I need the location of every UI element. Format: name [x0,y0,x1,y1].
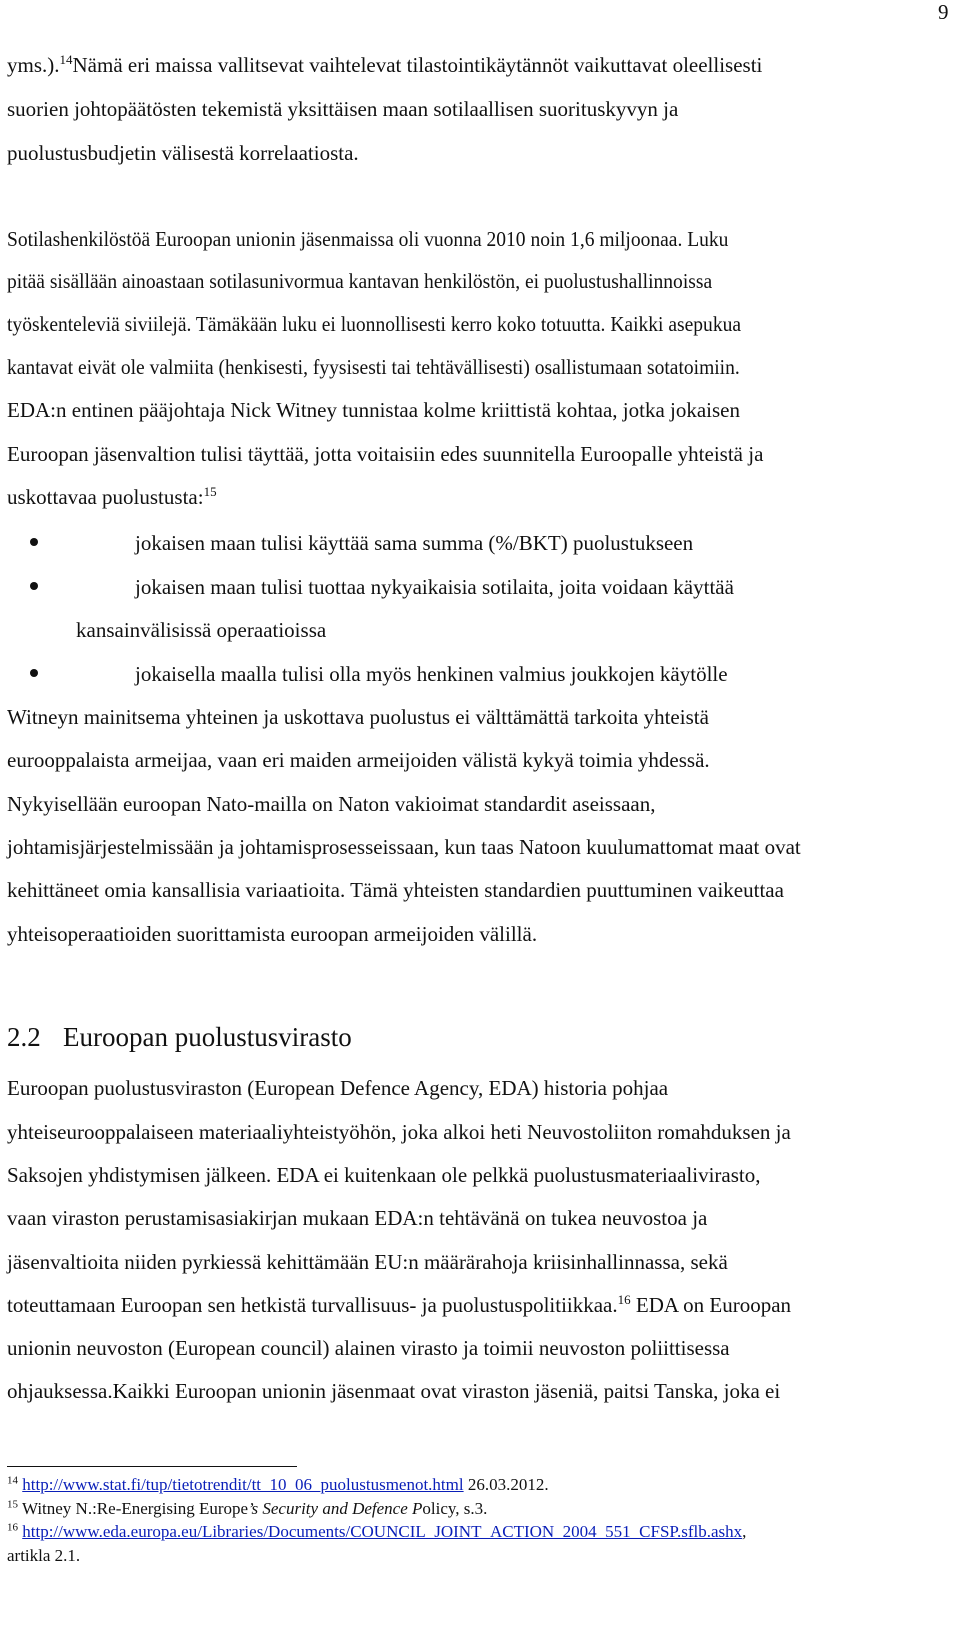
para4-line-8: ohjauksessa.Kaikki Euroopan unionin jäsenmaat ovat viraston jäseniä, paitsi Tanska, joka ei [7,1379,781,1403]
section-number: 2.2 [7,1022,41,1052]
footnote-number: 14 [7,1474,18,1487]
para3-line-1: Witneyn mainitsema yhteinen ja uskottava puolustus ei välttämättä tarkoita yhteistä [7,705,709,729]
footnote-15-author: Witney N.:Re-Energising Europe [21,1499,249,1518]
footnote-16-tail: , [742,1522,747,1541]
footnote-number: 15 [7,1498,18,1511]
para4-line-7: unionin neuvoston (European council) alainen virasto ja toimii neuvoston poliittisessa [7,1336,730,1360]
para4-line-3: Saksojen yhdistymisen jälkeen. EDA ei kuitenkaan ole pelkkä puolustusmateriaalivirasto, [7,1163,761,1187]
para2-text: uskottavaa puolustusta: [7,485,204,509]
footnote-ref-15[interactable]: 15 [203,484,217,499]
bullet-icon [30,538,38,546]
para2-line-3: työskenteleviä siviilejä. Tämäkään luku ei luonnollisesti kerro koko totuutta. Kaikki asepukua [7,312,742,336]
para1-text: yms.). [7,53,60,77]
para3-line-4: johtamisjärjestelmissään ja johtamisprosesseissaan, kun taas Natoon kuulumattomat maat ovat [7,835,801,859]
para3-line-5: kehittäneet omia kansallisia variaatioita. Tämä yhteisten standardien puuttuminen vaikeuttaa [7,878,784,902]
para3-line-6: yhteisoperaatioiden suorittamista euroopan armeijoiden välillä. [7,922,538,946]
para1-text: Nämä eri maissa vallitsevat vaihtelevat tilastointikäytännöt vaikuttavat oleellisesti [72,53,763,77]
para4-line-4: vaan viraston perustamisasiakirjan mukaan EDA:n tehtävänä on tukea neuvostoa ja [7,1206,708,1230]
section-title: Euroopan puolustusvirasto [63,1022,352,1052]
para4-line-2: yhteiseurooppalaiseen materiaaliyhteistyöhön, joka alkoi heti Neuvostoliiton romahduksen ja [7,1120,791,1144]
bullet-item-2: jokaisen maan tulisi tuottaa nykyaikaisia sotilaita, joita voidaan käyttää [135,575,734,599]
footnote-ref-14[interactable]: 14 [59,52,73,67]
para2-line-6: Euroopan jäsenvaltion tulisi täyttää, jotta voitaisiin edes suunnitella Euroopalle yhteistä ja [7,442,764,466]
para2-line-1: Sotilashenkilöstöä Euroopan unionin jäsenmaissa oli vuonna 2010 noin 1,6 miljoonaa. Luku [7,227,729,251]
para2-line-4: kantavat eivät ole valmiita (henkisesti, fyysisesti tai tehtävällisesti) osallistumaan sotatoimiin. [7,355,740,379]
footnote-16 [7,1522,746,1542]
footnote-14-link[interactable]: http://www.stat.fi/tup/tietotrendit/tt_10_06_puolustusmenot.html [22,1475,464,1494]
footnote-16-line-2: artikla 2.1. [7,1546,81,1565]
footnote-15 [7,1499,487,1519]
bullet-item-1: jokaisen maan tulisi käyttää sama summa (%/BKT) puolustukseen [135,531,694,555]
footnote-14 [7,1475,549,1495]
para3-line-3: Nykyisellään euroopan Nato-mailla on Naton vakioimat standardit aseissaan, [7,792,656,816]
para4-line-1: Euroopan puolustusviraston (European Defence Agency, EDA) historia pohjaa [7,1076,669,1100]
footnote-16-link[interactable]: http://www.eda.europa.eu/Libraries/Documents/COUNCIL_JOINT_ACTION_2004_551_CFSP.sflb.ashx [22,1522,743,1541]
bullet-icon [30,582,38,590]
para3-line-2: eurooppalaista armeijaa, vaan eri maiden armeijoiden välistä kykyä toimia yhdessä. [7,748,710,772]
bullet-icon [30,669,38,677]
footnote-ref-16[interactable]: 16 [617,1292,631,1307]
para1-line-1 [7,52,762,78]
section-heading [7,1021,352,1053]
footnote-15-title: ’s Security and Defence P [248,1499,423,1518]
bullet-item-2-continued: kansainvälisissä operaatioissa [76,618,327,642]
footnote-divider [7,1466,297,1467]
bullet-item-3: jokaisella maalla tulisi olla myös henkinen valmius joukkojen käytölle [135,662,728,686]
footnote-number: 16 [7,1521,18,1534]
para4-line-6 [7,1292,791,1318]
footnote-14-date: 26.03.2012. [467,1475,549,1494]
para2-line-7 [7,484,217,510]
para4-text: EDA on Euroopan [635,1293,792,1317]
para1-line-3: puolustusbudjetin välisestä korrelaatiosta. [7,141,359,165]
para4-line-5: jäsenvaltioita niiden pyrkiessä kehittämään EU:n määrärahoja kriisinhallinnassa, sekä [7,1250,728,1274]
para1-line-2: suorien johtopäätösten tekemistä yksittäisen maan sotilaallisen suorituskyvyn ja [7,97,679,121]
footnote-15-rest: olicy, s.3. [422,1499,488,1518]
para4-text: toteuttamaan Euroopan sen hetkistä turvallisuus- ja puolustuspolitiikkaa. [7,1293,618,1317]
page-number: 9 [938,0,949,24]
para2-line-5: EDA:n entinen pääjohtaja Nick Witney tunnistaa kolme kriittistä kohtaa, jotka jokaisen [7,398,741,422]
para2-line-2: pitää sisällään ainoastaan sotilasunivormua kantavan henkilöstön, ei puolustushallinnoissa [7,269,713,293]
